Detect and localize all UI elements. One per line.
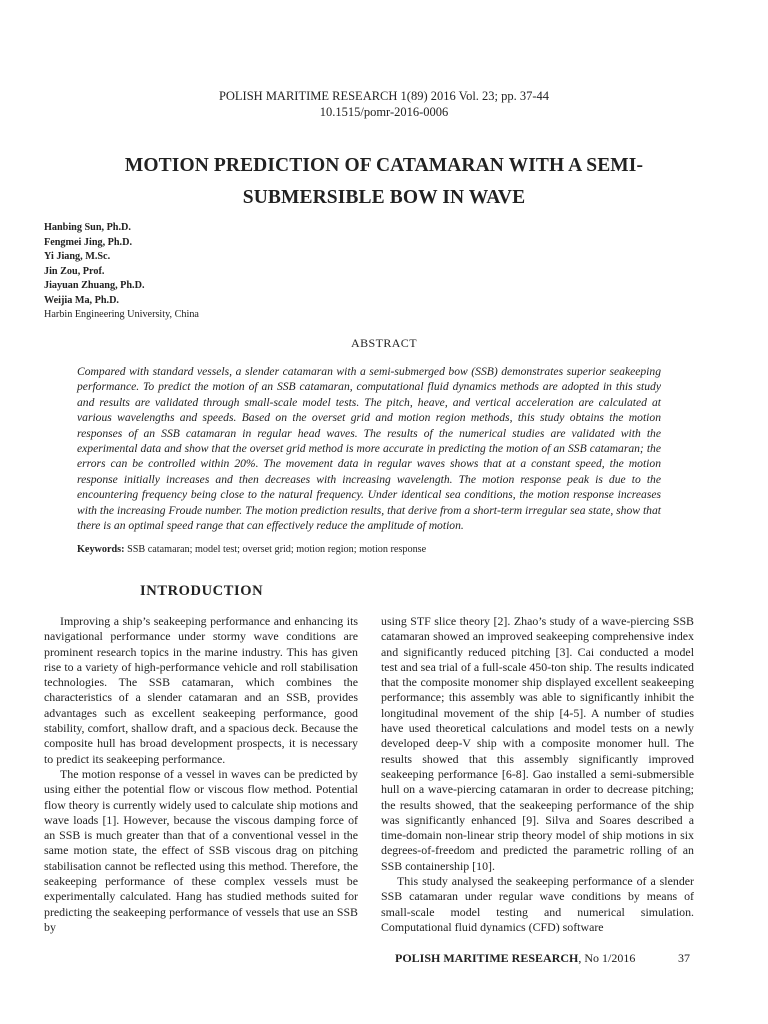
page-footer: [395, 951, 690, 966]
paragraph: This study analysed the seakeeping performance of a slender SSB catamaran under regular wave conditions by means of small-scale model testing and numerical simulation. Computational fluid dynamics (CFD) software: [381, 874, 694, 934]
title-line-1: MOTION PREDICTION OF CATAMARAN WITH A SEMI-: [124, 155, 644, 176]
page-number: 37: [678, 951, 690, 965]
paragraph: Improving a ship’s seakeeping performance and enhancing its navigational performance under stormy wave conditions are prominent research topics in the marine industry. This has given rise to a variety of high-performance vehicle and roll stabilisation technologies. The SSB catamaran, which combines the characteristics of a slender catamaran and an SSB, provides advantages such as excellent seakeeping performance, good stability, comfort, shallow draft, and a spacious deck. Because the composite hull has broad development prospects, it is necessary to predict its seakeeping performance.: [44, 614, 358, 766]
author: Yi Jiang, M.Sc.: [44, 251, 111, 262]
footer-journal: POLISH MARITIME RESEARCH: [395, 951, 579, 965]
footer-issue: , No 1/2016: [578, 951, 636, 965]
paper-title: [60, 150, 708, 214]
abstract-text: Compared with standard vessels, a slender catamaran with a semi-submerged bow (SSB) demonstrates superior seakeeping performance. To predict the motion of an SSB catamaran, computational fluid dynamics methods are adopted in this study and results are validated through small-scale model tests. The pitch, heave, and vertical acceleration are calculated at various wavelengths and speeds. Based on the overset grid and motion region methods, this study obtains the motion responses of an SSB catamaran in regular head waves. The results of the numerical studies are validated with the experimental data and show that the overset grid method is more accurate in predicting the motion of an SSB catamaran; the errors can be controlled within 20%. The movement data in regular waves shows that at a constant speed, the motion response initially increases and then decreases with increasing wavelength. The motion response peak is due to the encountering frequency being close to the natural frequency. Under identical sea conditions, the motion response increases with the increasing Froude number. The motion prediction results, that derive from a short-term irregular sea state, show that there is an optimal speed range that can effectively reduce the amplitude of motion.: [77, 365, 661, 533]
keywords-list: SSB catamaran; model test; overset grid; motion region; motion response: [127, 544, 427, 555]
section-heading-introduction: INTRODUCTION: [140, 583, 264, 599]
keywords-label: Keywords:: [77, 544, 125, 555]
author: Jin Zou, Prof.: [44, 265, 105, 277]
doi: 10.1515/pomr-2016-0006: [319, 105, 449, 119]
paragraph: using STF slice theory [2]. Zhao’s study of a wave-piercing SSB catamaran showed an improved seakeeping comprehensive index and significantly reduced pitching [3]. Cai conducted a model test and sea trial of a full-scale 450-ton ship. The results indicated that the composite monomer ship displayed excellent seakeeping performance; this assembly was able to significantly inhibit the longitudinal movement of the ship [4-5]. A number of studies have used theoretical calculations and model tests on a newly developed deep-V ship with a composite monomer hull. The results showed that this assembly significantly improved seakeeping performance [6-8]. Gao installed a semi-submersible hull on a wave-piercing catamaran in order to decrease pitching; the results showed, that the seakeeping performance of the ship was significantly enhanced [9]. Silva and Soares described a time-domain non-linear strip theory model of ship motions in six degrees-of-freedom and predicted the parametric rolling of an SSB containership [10].: [381, 614, 694, 873]
affiliation: Harbin Engineering University, China: [44, 309, 199, 320]
author: Weijia Ma, Ph.D.: [44, 294, 119, 306]
abstract-heading: ABSTRACT: [351, 336, 417, 350]
author: Hanbing Sun, Ph.D.: [44, 222, 131, 233]
author: Fengmei Jing, Ph.D.: [44, 236, 133, 248]
journal-header: [0, 88, 768, 120]
paragraph: The motion response of a vessel in waves can be predicted by using either the potential flow or viscous flow method. Potential flow theory is currently widely used to calculate ship motions and wave loads [1]. However, because the viscous damping force of an SSB is much greater than that of a conventional vessel in the same motion state, the effect of SSB viscous drag on pitching stabilisation cannot be reflected using this method. Therefore, the seakeeping performance of these complex vessels must be experimentally calculated. Hang has studied methods suited for predicting the seakeeping performance of vessels that use an SSB by: [44, 766, 358, 934]
author: Jiayuan Zhuang, Ph.D.: [44, 280, 145, 291]
journal-citation: POLISH MARITIME RESEARCH 1(89) 2016 Vol. 23; pp. 37-44: [218, 89, 550, 103]
body-column-left: [44, 614, 358, 935]
keywords: [77, 543, 677, 557]
body-column-right: [381, 614, 694, 935]
author-list: [44, 221, 199, 323]
title-line-2: SUBMERSIBLE BOW IN WAVE: [242, 187, 526, 208]
